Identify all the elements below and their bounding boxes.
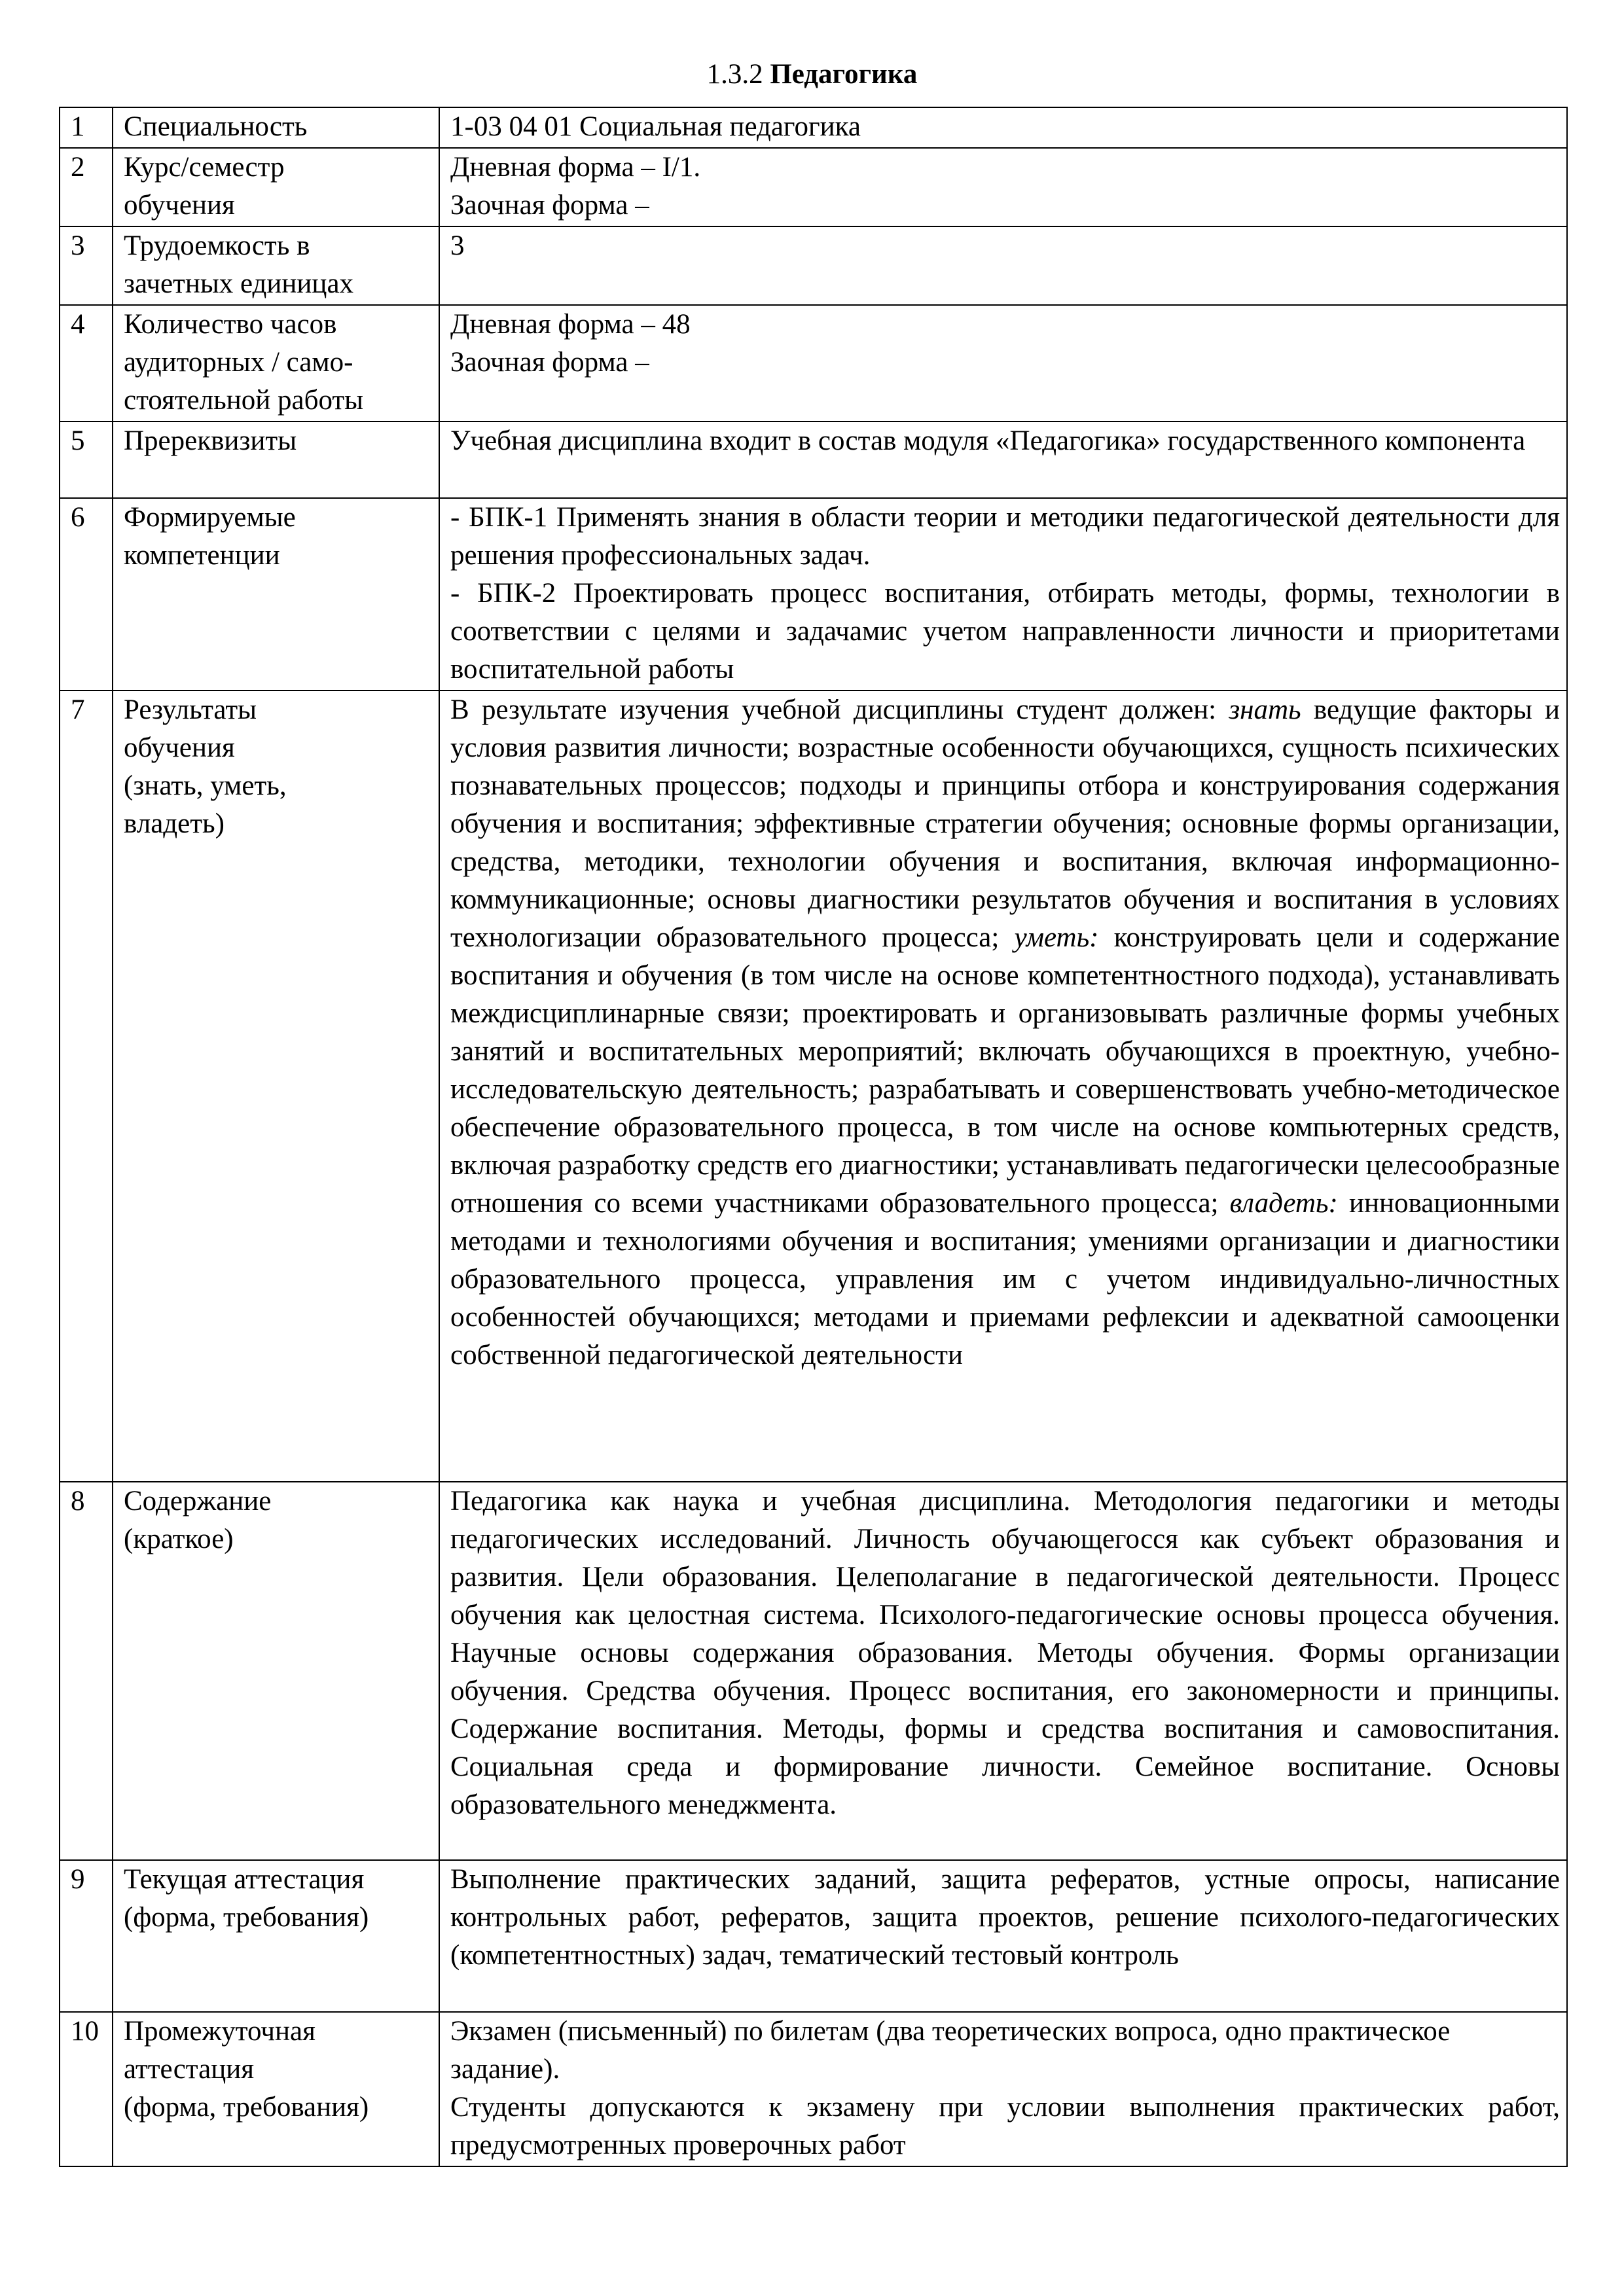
row-number: 10 <box>60 2012 113 2166</box>
row-label: Специальность <box>113 107 439 148</box>
row-label: Содержание (краткое) <box>113 1482 439 1860</box>
row-number: 4 <box>60 305 113 422</box>
keyword-can: уметь: <box>1014 922 1099 953</box>
keyword-know: знать <box>1229 694 1301 725</box>
row-number: 5 <box>60 422 113 498</box>
row-label: Промежуточная аттестация (форма, требования) <box>113 2012 439 2166</box>
table-row <box>60 2012 1567 2166</box>
row-value: 3 <box>439 226 1567 305</box>
row-value: Дневная форма – I/1. Заочная форма – <box>439 148 1567 226</box>
row-label: Трудоемкость в зачетных единицах <box>113 226 439 305</box>
keyword-master: владеть: <box>1229 1188 1338 1219</box>
table-row <box>60 226 1567 305</box>
discipline-table <box>59 107 1568 2167</box>
row-number: 3 <box>60 226 113 305</box>
row-label: Количество часов аудиторных / само- стоятельной работы <box>113 305 439 422</box>
row-value: - БПК-1 Применять знания в области теории и методики педагогической деятельности для решения профессиональных задач. - БПК-2 Проектировать процесс воспитания, отбирать методы, формы, технологии в соответствии с целями и задачамис учетом направленности личности и приоритетами воспитательной работы <box>439 498 1567 691</box>
table-row <box>60 107 1567 148</box>
table-row <box>60 498 1567 691</box>
title-text: Педагогика <box>770 59 918 90</box>
row-label: Результаты обучения (знать, уметь, владеть) <box>113 691 439 1482</box>
table-row <box>60 691 1567 1482</box>
table-row <box>60 305 1567 422</box>
row-number: 2 <box>60 148 113 226</box>
page-title <box>0 56 1624 93</box>
title-number: 1.3.2 <box>706 59 763 90</box>
table-row <box>60 148 1567 226</box>
row-value: 1-03 04 01 Социальная педагогика <box>439 107 1567 148</box>
row-value: Дневная форма – 48 Заочная форма – <box>439 305 1567 422</box>
row-label: Пререквизиты <box>113 422 439 498</box>
row-value: Экзамен (письменный) по билетам (два теоретических вопроса, одно практическое задание). Студенты допускаются к экзамену при условии выполнения практических работ, предусмотренных проверочных работ <box>439 2012 1567 2166</box>
row-number: 9 <box>60 1860 113 2012</box>
row-number: 8 <box>60 1482 113 1860</box>
table-row <box>60 1860 1567 2012</box>
table-row <box>60 1482 1567 1860</box>
row-label: Курс/семестр обучения <box>113 148 439 226</box>
row-number: 1 <box>60 107 113 148</box>
row-value: Учебная дисциплина входит в состав модуля «Педагогика» государственного компонента <box>439 422 1567 498</box>
row-value: Педагогика как наука и учебная дисциплина. Методология педагогики и методы педагогических исследований. Личность обучающегосся как субъект образования и развития. Цели образования. Целеполагание в педагогической деятельности. Процесс обучения как целостная система. Психолого-педагогические основы процесса обучения. Научные основы содержания образования. Методы обучения. Формы организации обучения. Средства обучения. Процесс воспитания, его закономерности и принципы. Содержание воспитания. Методы, формы и средства воспитания и самовоспитания. Социальная среда и формирование личности. Семейное воспитание. Основы образовательного менеджмента. <box>439 1482 1567 1860</box>
row-number: 7 <box>60 691 113 1482</box>
row-value: В результате изучения учебной дисциплины студент должен: знать ведущие факторы и условия развития личности; возрастные особенности обучающихся, сущность психических познавательных процессов; подходы и принципы отбора и конструирования содержания обучения и воспитания; эффективные стратегии обучения; основные формы организации, средства, методики, технологии обучения и воспитания, включая информационно-коммуникационные; основы диагностики результатов обучения и воспитания в условиях технологизации образовательного процесса; уметь: конструировать цели и содержание воспитания и обучения (в том числе на основе компетентностного подхода), устанавливать междисциплинарные связи; проектировать и организовывать различные формы учебных занятий и воспитательных мероприятий; включать обучающихся в проектную, учебно-исследовательскую деятельность; разрабатывать и совершенствовать учебно-методическое обеспечение образовательного процесса, в том числе на основе компьютерных средств, включая разработку средств его диагностики; устанавливать педагогически целесообразные отношения со всеми участниками образовательного процесса; владеть: инновационными методами и технологиями обучения и воспитания; умениями организации и диагностики образовательного процесса, управления им с учетом индивидуально-личностных особенностей обучающихся; методами и приемами рефлексии и адекватной самооценки собственной педагогической деятельности <box>439 691 1567 1482</box>
row-value: Выполнение практических заданий, защита рефератов, устные опросы, написание контрольных работ, рефератов, защита проектов, решение психолого-педагогических (компетентностных) задач, тематический тестовый контроль <box>439 1860 1567 2012</box>
row-label: Текущая аттестация (форма, требования) <box>113 1860 439 2012</box>
row-number: 6 <box>60 498 113 691</box>
row-label: Формируемые компетенции <box>113 498 439 691</box>
table-row <box>60 422 1567 498</box>
